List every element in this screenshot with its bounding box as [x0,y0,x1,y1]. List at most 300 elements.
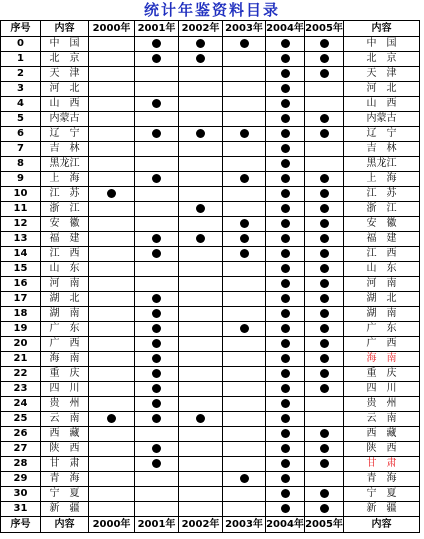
available-dot-icon [196,39,205,48]
available-dot-icon [107,414,116,423]
year-cell [179,67,223,82]
year-cell [266,292,305,307]
year-cell [305,202,344,217]
row-index: 27 [1,442,41,457]
table-row [1,232,420,247]
year-cell [223,412,266,427]
row-region-right: 江 苏 [344,187,420,202]
table-row [1,292,420,307]
year-cell [89,277,135,292]
available-dot-icon [281,39,290,48]
year-cell [305,397,344,412]
available-dot-icon [152,249,161,258]
table-row [1,352,420,367]
year-cell [135,292,179,307]
available-dot-icon [240,129,249,138]
row-index: 22 [1,367,41,382]
year-cell [223,427,266,442]
header-year: 2003年 [223,21,266,37]
available-dot-icon [196,204,205,213]
year-cell [179,412,223,427]
row-region: 山 东 [41,262,89,277]
row-region-right: 黑龙江 [344,157,420,172]
year-cell [305,127,344,142]
year-cell [223,52,266,67]
year-cell [179,37,223,52]
table-row [1,127,420,142]
available-dot-icon [281,429,290,438]
year-cell [305,322,344,337]
available-dot-icon [281,69,290,78]
available-dot-icon [152,324,161,333]
table-row [1,37,420,52]
table-row [1,367,420,382]
year-cell [266,502,305,517]
available-dot-icon [152,444,161,453]
row-region: 内蒙古 [41,112,89,127]
year-cell [89,187,135,202]
year-cell [305,487,344,502]
row-region-right: 福 建 [344,232,420,247]
available-dot-icon [320,384,329,393]
available-dot-icon [320,114,329,123]
available-dot-icon [320,204,329,213]
year-cell [135,397,179,412]
row-index: 17 [1,292,41,307]
year-cell [266,322,305,337]
year-cell [305,277,344,292]
row-region-right: 江 西 [344,247,420,262]
available-dot-icon [240,234,249,243]
year-cell [89,442,135,457]
year-cell [266,367,305,382]
row-region: 海 南 [41,352,89,367]
available-dot-icon [152,99,161,108]
header-index: 序号 [1,21,41,37]
year-cell [266,97,305,112]
year-cell [305,157,344,172]
table-row [1,412,420,427]
year-cell [266,232,305,247]
available-dot-icon [152,339,161,348]
year-cell [89,457,135,472]
available-dot-icon [320,129,329,138]
row-region-right: 云 南 [344,412,420,427]
year-cell [266,67,305,82]
row-region-right: 宁 夏 [344,487,420,502]
table-row [1,322,420,337]
year-cell [135,337,179,352]
year-cell [135,442,179,457]
row-index: 10 [1,187,41,202]
row-index: 26 [1,427,41,442]
year-cell [223,487,266,502]
table-row [1,487,420,502]
year-cell [223,457,266,472]
year-cell [266,412,305,427]
row-region-right: 浙 江 [344,202,420,217]
year-cell [89,172,135,187]
year-cell [135,382,179,397]
year-cell [135,52,179,67]
year-cell [266,337,305,352]
year-cell [266,37,305,52]
year-cell [179,97,223,112]
year-cell [89,157,135,172]
available-dot-icon [281,414,290,423]
available-dot-icon [281,54,290,63]
available-dot-icon [320,294,329,303]
year-cell [179,157,223,172]
header-year: 2000年 [89,21,135,37]
header-year: 2001年 [135,517,179,533]
year-cell [135,262,179,277]
available-dot-icon [320,219,329,228]
year-cell [179,322,223,337]
year-cell [223,277,266,292]
year-cell [223,37,266,52]
header-year: 2004年 [266,517,305,533]
year-cell [266,127,305,142]
available-dot-icon [152,309,161,318]
year-cell [266,352,305,367]
available-dot-icon [152,369,161,378]
available-dot-icon [281,219,290,228]
row-region: 安 徽 [41,217,89,232]
row-region-right: 安 徽 [344,217,420,232]
year-cell [305,457,344,472]
year-cell [266,397,305,412]
year-cell [179,172,223,187]
row-region: 重 庆 [41,367,89,382]
year-cell [223,67,266,82]
year-cell [135,502,179,517]
year-cell [135,307,179,322]
bottom-header-row [1,517,420,533]
available-dot-icon [281,324,290,333]
row-index: 6 [1,127,41,142]
row-region-right: 湖 南 [344,307,420,322]
row-region-right: 天 津 [344,67,420,82]
table-row [1,307,420,322]
year-cell [135,277,179,292]
available-dot-icon [320,489,329,498]
available-dot-icon [152,129,161,138]
row-region: 山 西 [41,97,89,112]
year-cell [266,217,305,232]
row-region-right: 辽 宁 [344,127,420,142]
available-dot-icon [240,39,249,48]
table-row [1,97,420,112]
year-cell [179,427,223,442]
year-cell [135,367,179,382]
available-dot-icon [196,234,205,243]
year-cell [305,52,344,67]
row-index: 29 [1,472,41,487]
year-cell [266,82,305,97]
year-cell [305,442,344,457]
year-cell [266,142,305,157]
row-region: 湖 南 [41,307,89,322]
row-region: 黑龙江 [41,157,89,172]
table-row [1,397,420,412]
year-cell [305,97,344,112]
table-row [1,187,420,202]
row-index: 16 [1,277,41,292]
header-year: 2003年 [223,517,266,533]
year-cell [305,217,344,232]
year-cell [223,337,266,352]
table-row [1,382,420,397]
year-cell [135,352,179,367]
year-cell [223,82,266,97]
available-dot-icon [281,249,290,258]
year-cell [89,412,135,427]
table-row [1,157,420,172]
available-dot-icon [281,204,290,213]
header-year: 2000年 [89,517,135,533]
available-dot-icon [281,489,290,498]
available-dot-icon [281,114,290,123]
year-cell [135,487,179,502]
year-cell [179,502,223,517]
year-cell [179,352,223,367]
year-cell [223,247,266,262]
table-row [1,172,420,187]
row-region-right: 西 藏 [344,427,420,442]
row-index: 11 [1,202,41,217]
year-cell [135,217,179,232]
year-cell [266,277,305,292]
row-region: 浙 江 [41,202,89,217]
year-cell [223,127,266,142]
page-title: 统计年鉴资料目录 [143,1,280,19]
year-cell [179,457,223,472]
available-dot-icon [281,264,290,273]
row-region: 云 南 [41,412,89,427]
year-cell [89,232,135,247]
year-cell [135,202,179,217]
year-cell [89,52,135,67]
year-cell [179,397,223,412]
row-region-right: 湖 北 [344,292,420,307]
catalog-sheet [0,20,420,533]
year-cell [89,247,135,262]
year-cell [223,367,266,382]
year-cell [223,352,266,367]
year-cell [266,187,305,202]
available-dot-icon [240,324,249,333]
year-cell [266,157,305,172]
available-dot-icon [320,309,329,318]
available-dot-icon [196,414,205,423]
year-cell [266,487,305,502]
available-dot-icon [281,504,290,513]
year-cell [223,217,266,232]
table-row [1,202,420,217]
row-region: 北 京 [41,52,89,67]
available-dot-icon [152,39,161,48]
row-index: 14 [1,247,41,262]
year-cell [305,142,344,157]
available-dot-icon [281,189,290,198]
header-year: 2004年 [266,21,305,37]
year-cell [179,307,223,322]
row-index: 4 [1,97,41,112]
available-dot-icon [320,324,329,333]
year-cell [179,232,223,247]
available-dot-icon [152,399,161,408]
row-region-right: 吉 林 [344,142,420,157]
available-dot-icon [240,249,249,258]
available-dot-icon [281,399,290,408]
year-cell [223,292,266,307]
row-index: 18 [1,307,41,322]
available-dot-icon [320,339,329,348]
row-region-right: 河 南 [344,277,420,292]
year-cell [179,217,223,232]
year-cell [135,112,179,127]
year-cell [135,457,179,472]
header-year: 2002年 [179,517,223,533]
available-dot-icon [320,369,329,378]
row-region: 广 东 [41,322,89,337]
year-cell [89,322,135,337]
available-dot-icon [152,459,161,468]
header-year: 2001年 [135,21,179,37]
row-index: 15 [1,262,41,277]
available-dot-icon [320,459,329,468]
year-cell [305,352,344,367]
table-row [1,52,420,67]
year-cell [223,307,266,322]
available-dot-icon [281,369,290,378]
year-cell [266,202,305,217]
table-row [1,82,420,97]
year-cell [179,262,223,277]
year-cell [305,82,344,97]
year-cell [89,37,135,52]
row-region: 辽 宁 [41,127,89,142]
year-cell [135,427,179,442]
year-cell [179,247,223,262]
year-cell [266,172,305,187]
available-dot-icon [281,474,290,483]
row-region-right: 四 川 [344,382,420,397]
year-cell [179,277,223,292]
header-content: 内容 [41,517,89,533]
available-dot-icon [320,234,329,243]
row-region-right: 重 庆 [344,367,420,382]
year-cell [135,472,179,487]
year-cell [305,367,344,382]
row-index: 31 [1,502,41,517]
year-cell [305,472,344,487]
available-dot-icon [107,189,116,198]
row-index: 20 [1,337,41,352]
year-cell [179,127,223,142]
available-dot-icon [152,174,161,183]
table-row [1,67,420,82]
available-dot-icon [240,219,249,228]
available-dot-icon [152,384,161,393]
available-dot-icon [320,264,329,273]
year-cell [179,337,223,352]
header-year: 2005年 [305,517,344,533]
available-dot-icon [320,429,329,438]
year-cell [135,187,179,202]
row-region-right: 内蒙古 [344,112,420,127]
available-dot-icon [281,459,290,468]
year-cell [223,172,266,187]
available-dot-icon [320,69,329,78]
row-region: 江 西 [41,247,89,262]
row-region: 湖 北 [41,292,89,307]
table-row [1,112,420,127]
row-index: 21 [1,352,41,367]
available-dot-icon [281,294,290,303]
year-cell [89,472,135,487]
top-header-row [1,21,420,37]
year-cell [223,397,266,412]
year-cell [305,502,344,517]
year-cell [305,337,344,352]
year-cell [135,97,179,112]
year-cell [179,202,223,217]
row-region: 广 西 [41,337,89,352]
row-region-right: 广 西 [344,337,420,352]
table-row [1,277,420,292]
header-content: 内容 [41,21,89,37]
year-cell [89,142,135,157]
available-dot-icon [281,354,290,363]
year-cell [179,82,223,97]
row-region-right: 山 东 [344,262,420,277]
row-index: 25 [1,412,41,427]
available-dot-icon [281,339,290,348]
row-index: 30 [1,487,41,502]
row-region-right: 北 京 [344,52,420,67]
year-cell [135,157,179,172]
year-cell [305,37,344,52]
available-dot-icon [281,444,290,453]
table-row [1,262,420,277]
table-row [1,337,420,352]
year-cell [89,352,135,367]
year-cell [223,187,266,202]
table-row [1,142,420,157]
available-dot-icon [152,54,161,63]
year-cell [89,112,135,127]
row-region: 四 川 [41,382,89,397]
available-dot-icon [281,309,290,318]
available-dot-icon [152,414,161,423]
year-cell [135,67,179,82]
year-cell [179,187,223,202]
year-cell [223,442,266,457]
available-dot-icon [320,354,329,363]
year-cell [179,52,223,67]
row-region: 贵 州 [41,397,89,412]
row-index: 7 [1,142,41,157]
row-index: 2 [1,67,41,82]
available-dot-icon [281,384,290,393]
year-cell [89,397,135,412]
header-content-right: 内容 [344,517,420,533]
year-cell [305,382,344,397]
year-cell [266,262,305,277]
year-cell [135,412,179,427]
